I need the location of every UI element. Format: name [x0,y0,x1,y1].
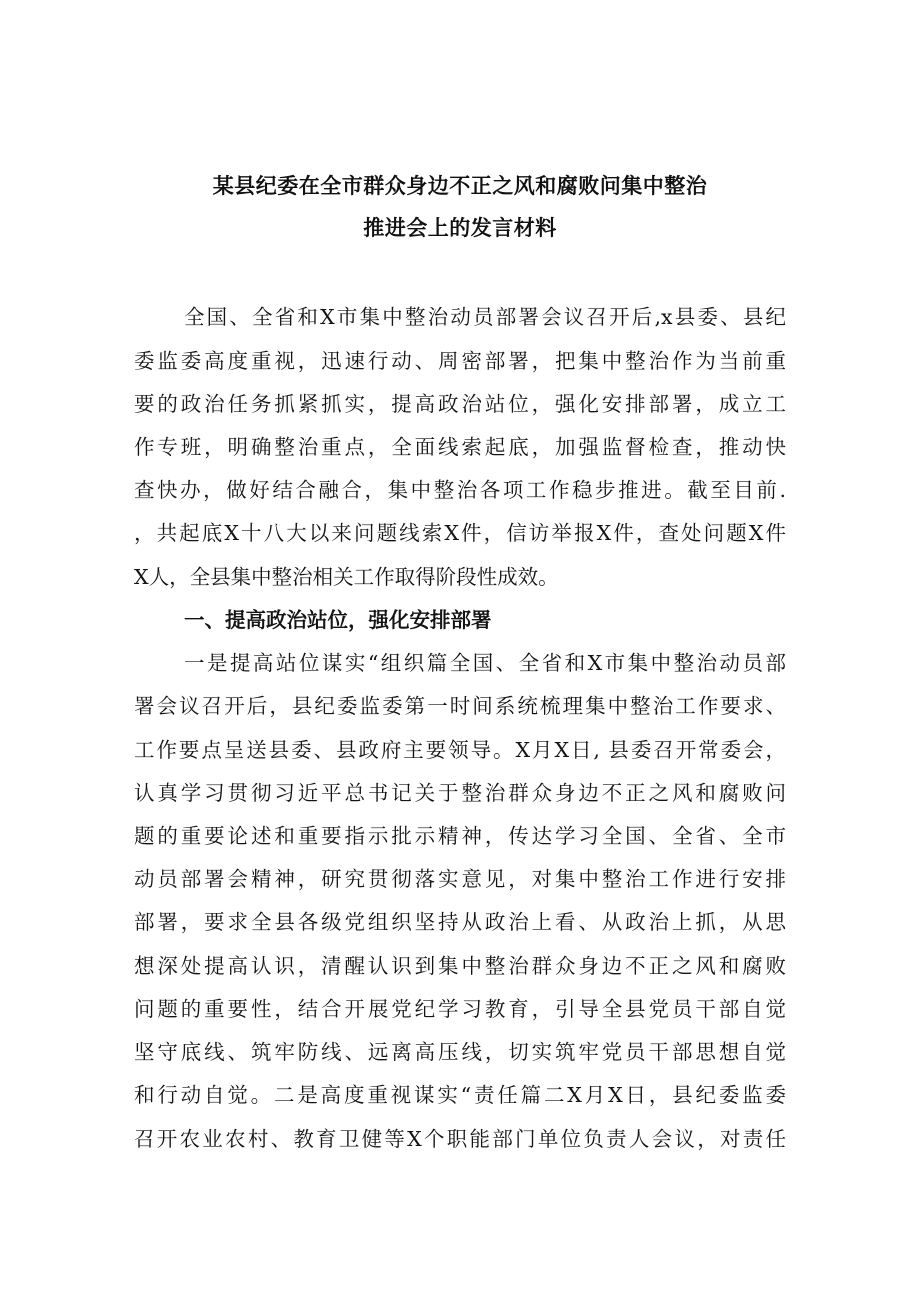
document-title-line-2: 推进会上的发言材料 [363,216,557,240]
paragraph-1-line-4: 作专班，明确整治重点，全面线索起底，加强监督检查，推动快 [134,435,786,459]
paragraph-1-line-5: 查快办，做好结合融合，集中整治各项工作稳步推进。截至目前. [134,478,786,502]
paragraph-2-line-1: 一是提高站位谋实“组织篇全国、全省和X市集中整治动员部 [184,651,786,675]
paragraph-1-line-1: 全国、全省和X市集中整治动员部署会议召开后,x县委、县纪 [184,305,786,329]
paragraph-2-line-3: 工作要点呈送县委、县政府主要领导。X月X日, 县委召开常委会， [134,738,786,762]
paragraph-2-line-6: 动员部署会精神，研究贯彻落实意见，对集中整治工作进行安排 [134,867,786,891]
paragraph-1-line-6: ，共起底X十八大以来问题线索X件，信访举报X件，查处问题X件 [134,521,786,545]
paragraph-2-line-7: 部署，要求全县各级党组织坚持从政治上看、从政治上抓，从思 [134,910,786,934]
section-heading-1: 一、提高政治站位，强化安排部署 [184,608,492,632]
paragraph-2-line-8: 想深处提高认识，清醒认识到集中整治群众身边不正之风和腐败 [134,954,786,978]
paragraph-1-line-2: 委监委高度重视，迅速行动、周密部署，把集中整治作为当前重 [134,349,786,373]
paragraph-2-line-5: 题的重要论述和重要指示批示精神，传达学习全国、全省、全市 [134,824,786,848]
paragraph-2-line-4: 认真学习贯彻习近平总书记关于整治群众身边不正之风和腐败问 [134,781,786,805]
paragraph-2-line-2: 署会议召开后，县纪委监委第一时间系统梳理集中整治工作要求、 [134,694,786,718]
paragraph-2-line-11: 和行动自觉。二是高度重视谋实“责任篇二X月X日，县纪委监委 [134,1083,786,1107]
paragraph-1-line-3: 要的政治任务抓紧抓实，提高政治站位，强化安排部署，成立工 [134,392,786,416]
paragraph-2-line-10: 坚守底线、筑牢防线、远离高压线，切实筑牢党员干部思想自觉 [134,1040,786,1064]
paragraph-1-line-7: X人，全县集中整治相关工作取得阶段性成效。 [134,565,559,589]
document-title-line-1: 某县纪委在全市群众身边不正之风和腐败问集中整治 [212,174,708,198]
paragraph-2-line-9: 问题的重要性，结合开展党纪学习教育，引导全县党员干部自觉 [134,997,786,1021]
paragraph-2-line-12: 召开农业农村、教育卫健等X个职能部门单位负责人会议，对责任 [134,1127,786,1151]
